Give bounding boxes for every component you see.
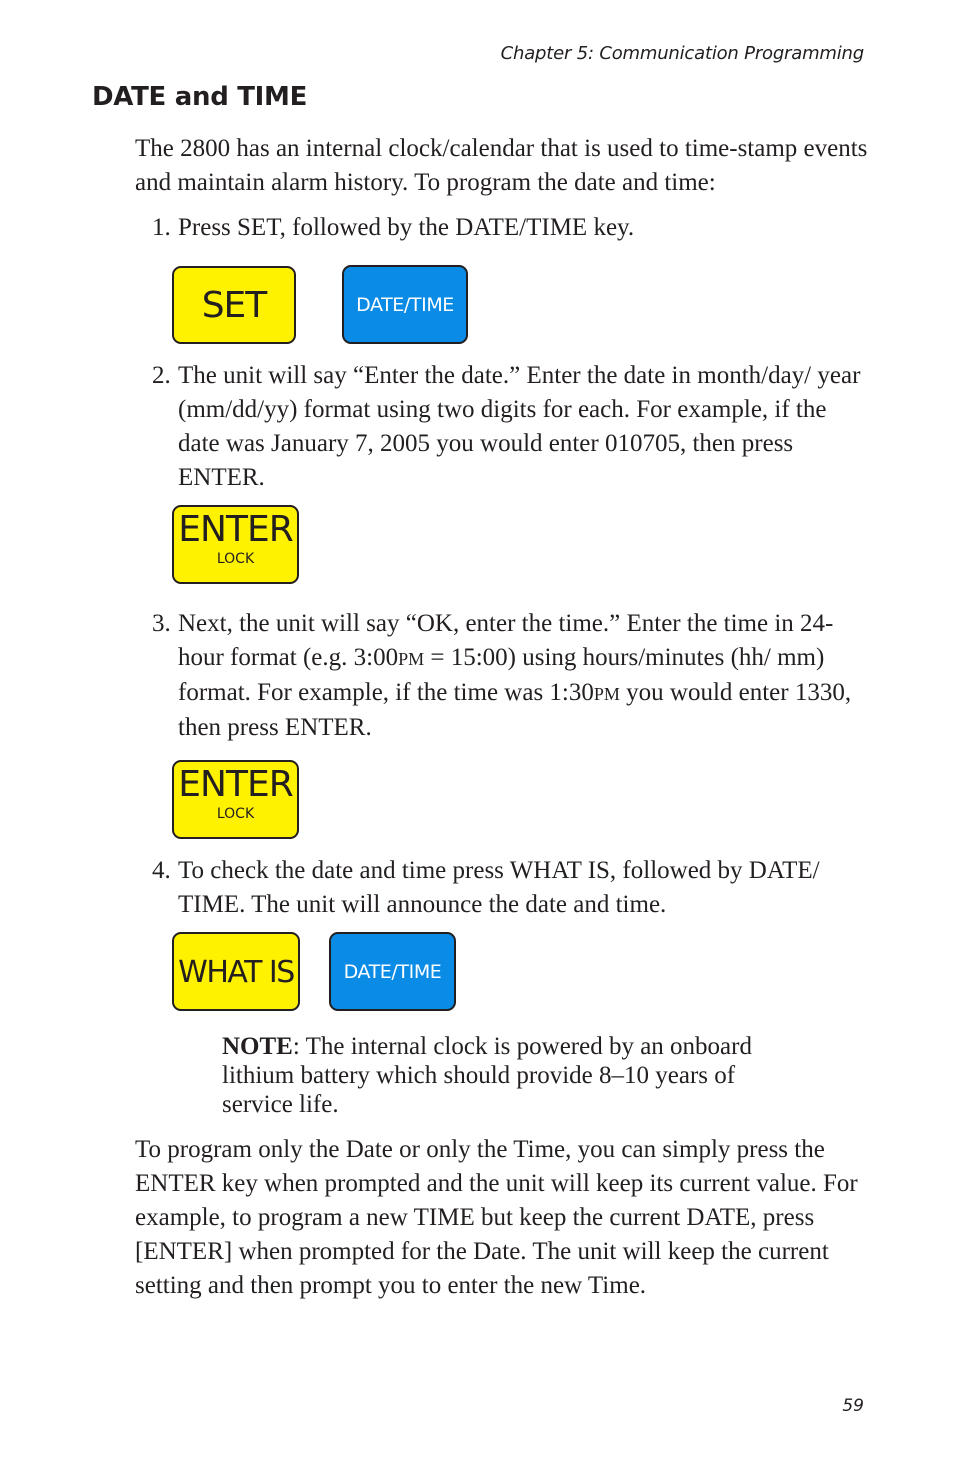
date-time-key-label: DATE/TIME xyxy=(356,294,454,316)
step-number: 4. xyxy=(152,857,171,884)
note-label: NOTE xyxy=(222,1033,293,1060)
step-number: 2. xyxy=(152,362,171,389)
closing-paragraph: To program only the Date or only the Time, you can simply press the ENTER key when prompted and the unit will keep its current value. For example, to program a new TIME but keep the current DATE, press [ENTER] when prompted for the Date. The unit will keep the current setting and then prompt you to enter the new Time. xyxy=(135,1136,858,1299)
step-number: 3. xyxy=(152,610,171,637)
date-time-key xyxy=(329,932,456,1011)
step-1 xyxy=(152,211,872,245)
step-text: To check the date and time press WHAT IS, followed by DATE/ TIME. The unit will announce the date and time. xyxy=(178,857,820,918)
page-number: 59 xyxy=(842,1396,864,1416)
step-3 xyxy=(152,607,872,745)
what-is-key xyxy=(172,932,300,1011)
note-text: : The internal clock is powered by an onboard lithium battery which should provide 8–10 years of service life. xyxy=(222,1033,752,1118)
set-key xyxy=(172,266,296,344)
step-text: Press SET, followed by the DATE/TIME key. xyxy=(178,214,635,241)
intro-paragraph: The 2800 has an internal clock/calendar that is used to time-stamp events and maintain alarm history. To program the date and time: xyxy=(135,135,868,196)
note-block xyxy=(222,1032,782,1119)
set-key-label: SET xyxy=(201,285,267,326)
what-is-key-label: WHAT IS xyxy=(178,955,294,990)
date-time-key xyxy=(342,265,468,344)
step-text-part: Next, the unit will say “OK, enter the time.” Enter the time in 24-hour format (e.g. 3:00 xyxy=(178,610,834,671)
date-time-key-label: DATE/TIME xyxy=(343,961,442,983)
step-text-part: you would enter 1330, then press ENTER. xyxy=(178,679,852,741)
pm-abbrev: PM xyxy=(398,649,425,669)
enter-key xyxy=(172,505,299,584)
enter-key xyxy=(172,760,299,839)
step-number: 1. xyxy=(152,214,171,241)
enter-key-label: ENTER xyxy=(178,509,293,550)
step-2 xyxy=(152,359,872,495)
step-text: The unit will say “Enter the date.” Enter the date in month/day/ year (mm/dd/yy) format using two digits for each. For example, if the date was January 7, 2005 you would enter 010705, then press ENTER. xyxy=(178,362,861,491)
step-text-part: = 15:00) using hours/minutes (hh/ mm) format. For example, if the time was 1:30 xyxy=(178,644,825,706)
enter-key-sublabel: LOCK xyxy=(216,551,255,567)
step-text xyxy=(178,607,872,745)
section-title: DATE and TIME xyxy=(92,82,308,112)
enter-key-label: ENTER xyxy=(178,764,293,805)
pm-abbrev: PM xyxy=(593,684,620,704)
chapter-header: Chapter 5: Communication Programming xyxy=(500,43,864,64)
enter-key-sublabel: LOCK xyxy=(216,806,255,822)
step-4 xyxy=(152,854,872,922)
